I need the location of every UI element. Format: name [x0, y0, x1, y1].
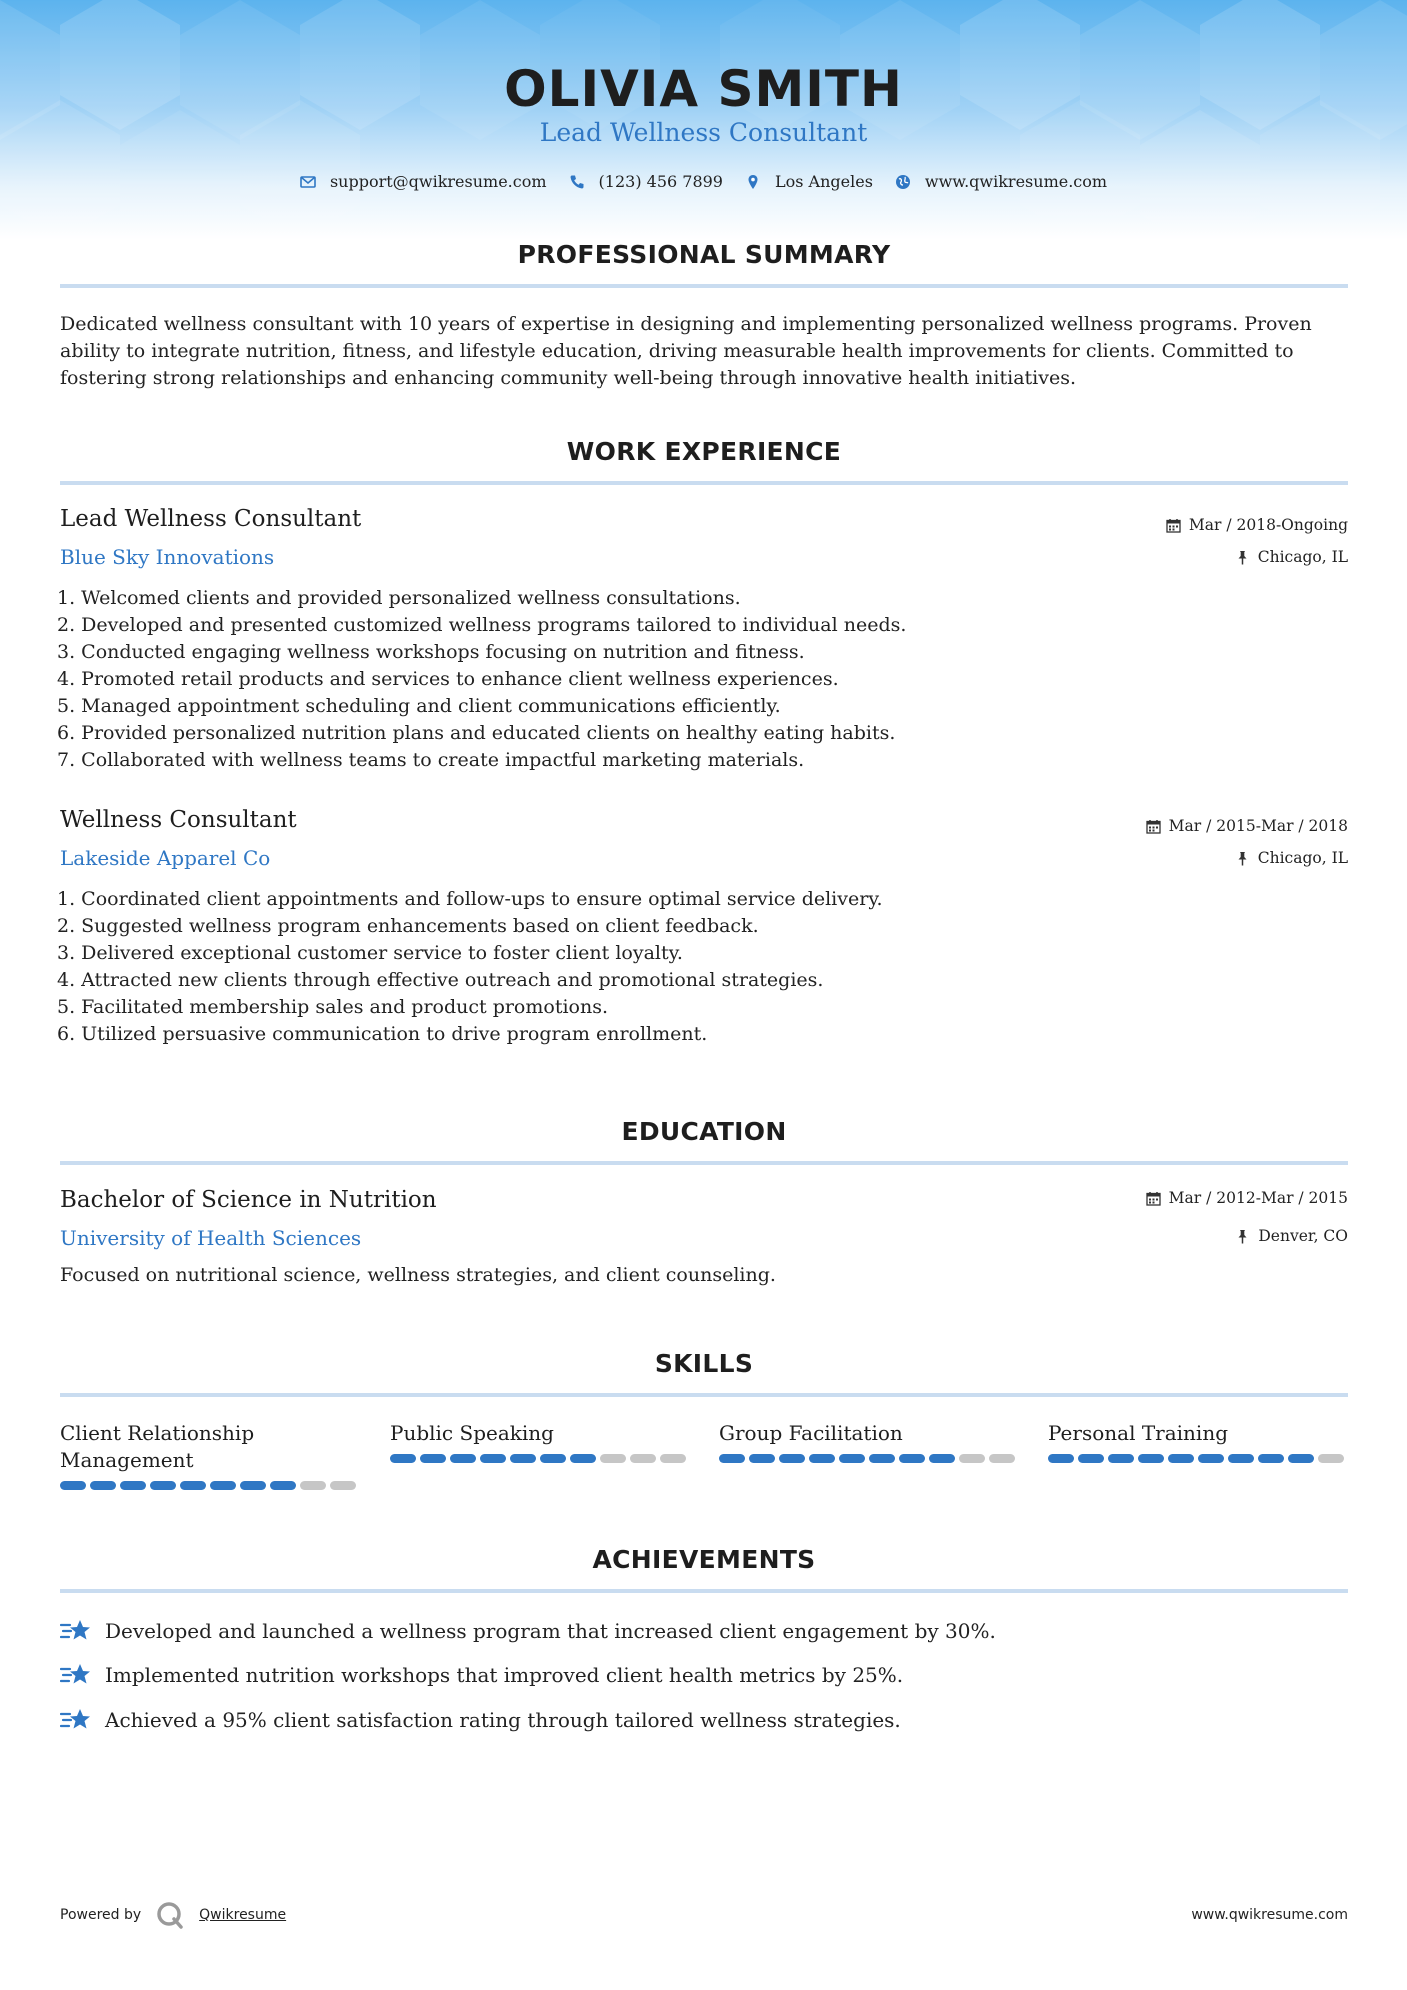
skill-group-facilitation [719, 1420, 1019, 1463]
job-title: Wellness Consultant [60, 807, 297, 833]
education-location [1235, 1227, 1348, 1245]
achievement-text: Developed and launched a wellness program that increased client engagement by 30%. [105, 1619, 996, 1643]
skill-level-bar [719, 1454, 1019, 1463]
skill-segment-filled [210, 1481, 236, 1490]
calendar-icon [1146, 819, 1161, 834]
footer-website-link[interactable]: www.qwikresume.com [1191, 1907, 1348, 1923]
skill-segment-filled [839, 1454, 865, 1463]
skill-segment-filled [510, 1454, 536, 1463]
education-location-text: Denver, CO [1258, 1227, 1348, 1245]
skill-personal-training [1048, 1420, 1348, 1463]
job-dates [1166, 516, 1348, 534]
list-item: 3. Delivered exceptional customer service to foster client loyalty. [57, 942, 683, 964]
skill-segment-filled [1258, 1454, 1284, 1463]
job-responsibilities [57, 886, 1257, 1048]
skill-public-speaking [390, 1420, 690, 1463]
summary-heading: PROFESSIONAL SUMMARY [517, 240, 891, 269]
achievement-text: Implemented nutrition workshops that improved client health metrics by 25%. [105, 1663, 904, 1687]
skill-level-bar [1048, 1454, 1348, 1463]
skill-segment-filled [929, 1454, 955, 1463]
skill-segment-filled [90, 1481, 116, 1490]
contact-phone[interactable] [569, 172, 723, 191]
pushpin-icon [1235, 1229, 1250, 1244]
phone-icon [569, 174, 585, 190]
skill-segment-filled [1108, 1454, 1134, 1463]
education-dates [1146, 1189, 1348, 1207]
skill-segment-filled [450, 1454, 476, 1463]
skill-segment-filled [1078, 1454, 1104, 1463]
skill-segment-filled [1048, 1454, 1074, 1463]
job-company: Blue Sky Innovations [60, 545, 275, 569]
contact-email[interactable] [300, 172, 547, 191]
contact-website-text: www.qwikresume.com [924, 172, 1108, 191]
skill-segment-filled [719, 1454, 745, 1463]
skill-client-relationship-management [60, 1420, 360, 1490]
skill-level-bar [390, 1454, 690, 1463]
list-item: 4. Promoted retail products and services to enhance client wellness experiences. [57, 668, 839, 690]
skill-segment-filled [899, 1454, 925, 1463]
skill-segment-empty [989, 1454, 1015, 1463]
achievement-text: Achieved a 95% client satisfaction rating through tailored wellness strategies. [105, 1708, 901, 1732]
list-item: 6. Utilized persuasive communication to drive program enrollment. [57, 1023, 708, 1045]
skill-segment-empty [660, 1454, 686, 1463]
skill-segment-empty [330, 1481, 356, 1490]
job-dates [1146, 817, 1348, 835]
skill-segment-filled [120, 1481, 146, 1490]
skill-segment-filled [1138, 1454, 1164, 1463]
contact-location-text: Los Angeles [774, 172, 873, 191]
experience-divider [60, 481, 1348, 485]
powered-by-label: Powered by [60, 1907, 142, 1923]
skill-segment-filled [1228, 1454, 1254, 1463]
list-item: 7. Collaborated with wellness teams to create impactful marketing materials. [57, 749, 805, 771]
skill-name: Client Relationship Management [60, 1421, 255, 1472]
skills-divider [60, 1393, 1348, 1397]
list-item: 5. Managed appointment scheduling and client communications efficiently. [57, 695, 781, 717]
job-company: Lakeside Apparel Co [60, 846, 271, 870]
list-item: 2. Developed and presented customized wellness programs tailored to individual needs. [57, 614, 907, 636]
list-item: 1. Welcomed clients and provided personalized wellness consultations. [57, 587, 741, 609]
qwikresume-logo-icon [155, 1900, 185, 1930]
location-pin-icon [745, 174, 761, 190]
shooting-star-icon [60, 1706, 92, 1734]
skill-segment-filled [240, 1481, 266, 1490]
list-item: 3. Conducted engaging wellness workshops focusing on nutrition and fitness. [57, 641, 805, 663]
job-dates-text: Mar / 2018-Ongoing [1188, 516, 1348, 534]
globe-icon [895, 174, 911, 190]
achievement-item [60, 1617, 996, 1645]
skill-name: Group Facilitation [719, 1421, 903, 1445]
skill-segment-filled [420, 1454, 446, 1463]
skill-segment-filled [150, 1481, 176, 1490]
candidate-name: OLIVIA SMITH [504, 60, 903, 118]
job-location-text: Chicago, IL [1257, 548, 1348, 566]
skill-segment-filled [869, 1454, 895, 1463]
skill-segment-filled [480, 1454, 506, 1463]
education-heading: EDUCATION [621, 1117, 787, 1146]
skill-segment-empty [300, 1481, 326, 1490]
skill-segment-filled [749, 1454, 775, 1463]
skill-segment-filled [1168, 1454, 1194, 1463]
skill-segment-filled [60, 1481, 86, 1490]
degree-title: Bachelor of Science in Nutrition [60, 1187, 437, 1213]
skill-segment-filled [570, 1454, 596, 1463]
job-dates-text: Mar / 2015-Mar / 2018 [1168, 817, 1348, 835]
contact-email-text: support@qwikresume.com [329, 172, 547, 191]
skill-segment-empty [600, 1454, 626, 1463]
list-item: 5. Facilitated membership sales and product promotions. [57, 996, 609, 1018]
skill-segment-filled [1198, 1454, 1224, 1463]
candidate-title: Lead Wellness Consultant [539, 118, 868, 147]
summary-text: Dedicated wellness consultant with 10 years of expertise in designing and implementing personalized wellness programs. Proven ability to integrate nutrition, fitness, and lifestyle education, driving measurable health improvements for clients. Committed to fostering strong relationships and enhancing community well-being through innovative health initiatives. [60, 313, 1312, 389]
education-description: Focused on nutritional science, wellness strategies, and client counseling. [60, 1264, 776, 1286]
skill-name: Public Speaking [390, 1421, 554, 1445]
job-location [1235, 849, 1348, 867]
shooting-star-icon [60, 1661, 92, 1689]
skill-segment-filled [809, 1454, 835, 1463]
skill-segment-filled [270, 1481, 296, 1490]
list-item: 6. Provided personalized nutrition plans and educated clients on healthy eating habits. [57, 722, 896, 744]
skill-segment-empty [959, 1454, 985, 1463]
pushpin-icon [1235, 851, 1250, 866]
skills-heading: SKILLS [654, 1349, 754, 1378]
skill-segment-filled [540, 1454, 566, 1463]
list-item: 1. Coordinated client appointments and follow-ups to ensure optimal service delivery. [57, 888, 883, 910]
job-location [1235, 548, 1348, 566]
summary-divider [60, 284, 1348, 288]
school-name: University of Health Sciences [60, 1226, 362, 1250]
skill-name: Personal Training [1048, 1421, 1228, 1445]
job-responsibilities [57, 585, 1257, 774]
pushpin-icon [1235, 550, 1250, 565]
education-divider [60, 1161, 1348, 1165]
job-location-text: Chicago, IL [1257, 849, 1348, 867]
list-item: 4. Attracted new clients through effective outreach and promotional strategies. [57, 969, 824, 991]
calendar-icon [1146, 1191, 1161, 1206]
skill-segment-empty [630, 1454, 656, 1463]
skill-segment-empty [1318, 1454, 1344, 1463]
contact-bar [0, 172, 1407, 191]
skill-segment-filled [390, 1454, 416, 1463]
calendar-icon [1166, 518, 1181, 533]
experience-heading: WORK EXPERIENCE [566, 437, 842, 466]
achievements-divider [60, 1589, 1348, 1593]
shooting-star-icon [60, 1617, 92, 1645]
contact-phone-text: (123) 456 7899 [598, 172, 723, 191]
job-title: Lead Wellness Consultant [60, 506, 362, 532]
skill-segment-filled [180, 1481, 206, 1490]
achievement-item [60, 1661, 903, 1689]
achievements-heading: ACHIEVEMENTS [592, 1545, 816, 1574]
footer-powered-by [60, 1900, 286, 1930]
list-item: 2. Suggested wellness program enhancements based on client feedback. [57, 915, 759, 937]
email-icon [300, 174, 316, 190]
education-dates-text: Mar / 2012-Mar / 2015 [1168, 1189, 1348, 1207]
contact-location [745, 172, 873, 191]
skill-level-bar [60, 1481, 360, 1490]
contact-website[interactable] [895, 172, 1107, 191]
achievement-item [60, 1706, 901, 1734]
skill-segment-filled [779, 1454, 805, 1463]
skill-segment-filled [1288, 1454, 1314, 1463]
qwikresume-link[interactable]: Qwikresume [199, 1907, 287, 1923]
